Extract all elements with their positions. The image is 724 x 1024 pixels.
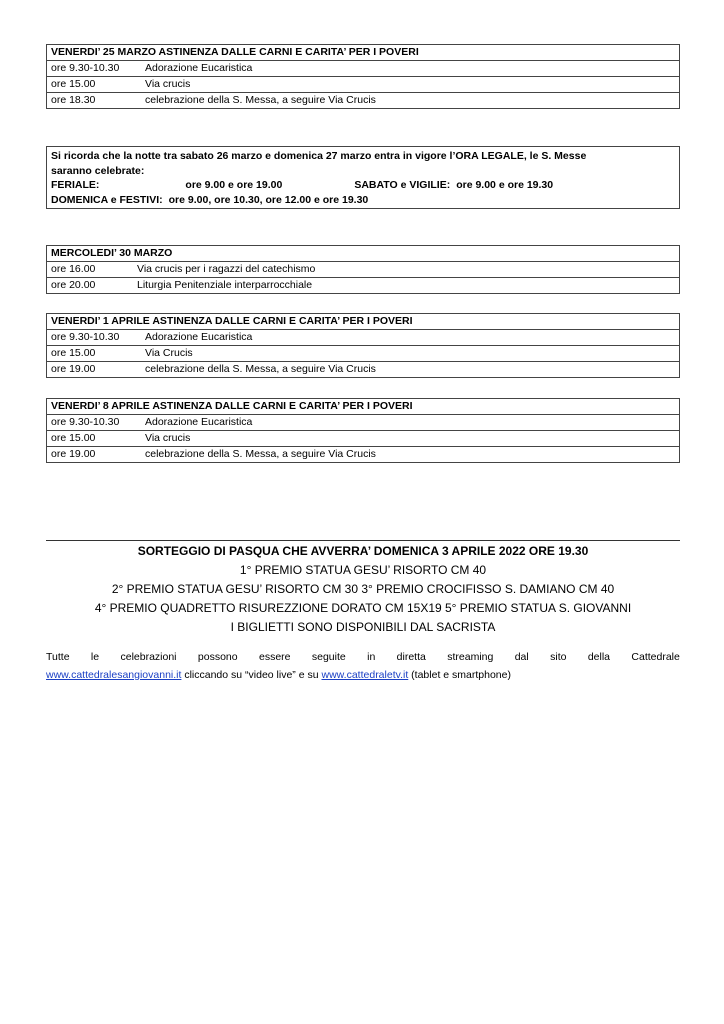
notice-line-1: Si ricorda che la notte tra sabato 26 marzo e domenica 27 marzo entra in vigore l’ORA LEGALE, le S. Messe — [51, 150, 587, 162]
schedule-row — [47, 362, 680, 378]
schedule-description: Via Crucis — [141, 346, 680, 362]
footer-word: dal — [514, 651, 529, 663]
feriale-times: ore 9.00 e ore 19.00 — [185, 179, 283, 191]
cathedral-site-link[interactable]: www.cattedralesangiovanni.it — [46, 669, 182, 681]
footer-word: possono — [197, 651, 238, 663]
schedule-time: ore 16.00 — [47, 262, 134, 278]
schedule-time: ore 15.00 — [47, 77, 142, 93]
schedule-description: Liturgia Penitenziale interparrocchiale — [133, 278, 680, 294]
schedule-description: Via crucis — [141, 431, 680, 447]
schedule-8-aprile — [46, 398, 680, 463]
footer-word: seguite — [311, 651, 346, 663]
footer-word: sito — [550, 651, 567, 663]
cathedral-tv-link[interactable]: www.cattedraletv.it — [321, 669, 409, 681]
schedule-time: ore 18.30 — [47, 93, 142, 109]
schedule-time: ore 19.00 — [47, 447, 142, 463]
schedule-description: Via crucis per i ragazzi del catechismo — [133, 262, 680, 278]
schedule-time: ore 9.30-10.30 — [47, 415, 142, 431]
schedule-30-marzo — [46, 245, 680, 294]
footer-word: essere — [258, 651, 291, 663]
schedule-25-marzo — [46, 44, 680, 109]
footer-word: diretta — [396, 651, 426, 663]
schedule-row — [47, 93, 680, 109]
streaming-text: cliccando su “video live” e su — [181, 669, 322, 681]
easter-raffle — [46, 542, 680, 637]
schedule-time: ore 9.30-10.30 — [47, 61, 142, 77]
schedule-row — [47, 346, 680, 362]
notice-domenica-row — [51, 193, 675, 208]
footer-word: in — [367, 651, 376, 663]
feriale-label: FERIALE: — [51, 179, 100, 191]
schedule-header: VENERDI’ 25 MARZO ASTINENZA DALLE CARNI E CARITA’ PER I POVERI — [47, 45, 680, 61]
schedule-description: celebrazione della S. Messa, a seguire Via Crucis — [141, 362, 680, 378]
raffle-title: SORTEGGIO DI PASQUA CHE AVVERRA’ DOMENICA 3 APRILE 2022 ORE 19.30 — [137, 544, 589, 558]
schedule-header: VENERDI’ 8 APRILE ASTINENZA DALLE CARNI E CARITA’ PER I POVERI — [47, 399, 680, 415]
schedule-description: Adorazione Eucaristica — [141, 61, 680, 77]
footer-word: Cattedrale — [631, 651, 680, 663]
schedule-time: ore 15.00 — [47, 431, 142, 447]
streaming-line-2 — [46, 666, 680, 684]
schedule-row — [47, 447, 680, 463]
legal-time-notice — [46, 146, 680, 209]
schedule-time: ore 15.00 — [47, 346, 142, 362]
schedule-description: Adorazione Eucaristica — [141, 415, 680, 431]
footer-word: Tutte — [46, 651, 70, 663]
schedule-time: ore 19.00 — [47, 362, 142, 378]
schedule-description: Adorazione Eucaristica — [141, 330, 680, 346]
sabato-times: ore 9.00 e ore 19.30 — [456, 179, 554, 191]
domenica-label: DOMENICA e FESTIVI: — [51, 193, 163, 206]
footer-word: della — [587, 651, 611, 663]
schedule-description: Via crucis — [141, 77, 680, 93]
notice-line-2: saranno celebrate: — [51, 164, 145, 177]
schedule-row — [47, 278, 680, 294]
footer-word: celebrazioni — [120, 651, 177, 663]
raffle-prize-line: 4° PREMIO QUADRETTO RISUREZZIONE DORATO CM 15X19 5° PREMIO STATUA S. GIOVANNI — [94, 601, 632, 615]
streaming-info — [46, 648, 680, 684]
schedule-row — [47, 61, 680, 77]
streaming-text: (tablet e smartphone) — [408, 669, 511, 681]
schedule-header: MERCOLEDI’ 30 MARZO — [47, 246, 680, 262]
schedule-row — [47, 415, 680, 431]
schedule-row — [47, 262, 680, 278]
schedule-time: ore 20.00 — [47, 278, 134, 294]
footer-word: le — [90, 651, 100, 663]
raffle-prize-line: 2° PREMIO STATUA GESU’ RISORTO CM 30 3° PREMIO CROCIFISSO S. DAMIANO CM 40 — [111, 582, 615, 596]
raffle-tickets-line: I BIGLIETTI SONO DISPONIBILI DAL SACRISTA — [230, 620, 496, 634]
schedule-header: VENERDI’ 1 APRILE ASTINENZA DALLE CARNI E CARITA’ PER I POVERI — [47, 314, 680, 330]
sabato-label: SABATO e VIGILIE: — [354, 179, 451, 191]
schedule-row — [47, 431, 680, 447]
schedule-time: ore 9.30-10.30 — [47, 330, 142, 346]
domenica-times: ore 9.00, ore 10.30, ore 12.00 e ore 19.30 — [168, 193, 369, 206]
section-divider — [46, 540, 680, 541]
footer-word: streaming — [447, 651, 494, 663]
schedule-description: celebrazione della S. Messa, a seguire Via Crucis — [141, 447, 680, 463]
streaming-line-1 — [46, 648, 680, 666]
schedule-row — [47, 330, 680, 346]
schedule-row — [47, 77, 680, 93]
schedule-description: celebrazione della S. Messa, a seguire Via Crucis — [141, 93, 680, 109]
schedule-1-aprile — [46, 313, 680, 378]
notice-feriale-row — [51, 178, 675, 193]
raffle-prize-line: 1° PREMIO STATUA GESU’ RISORTO CM 40 — [239, 563, 487, 577]
